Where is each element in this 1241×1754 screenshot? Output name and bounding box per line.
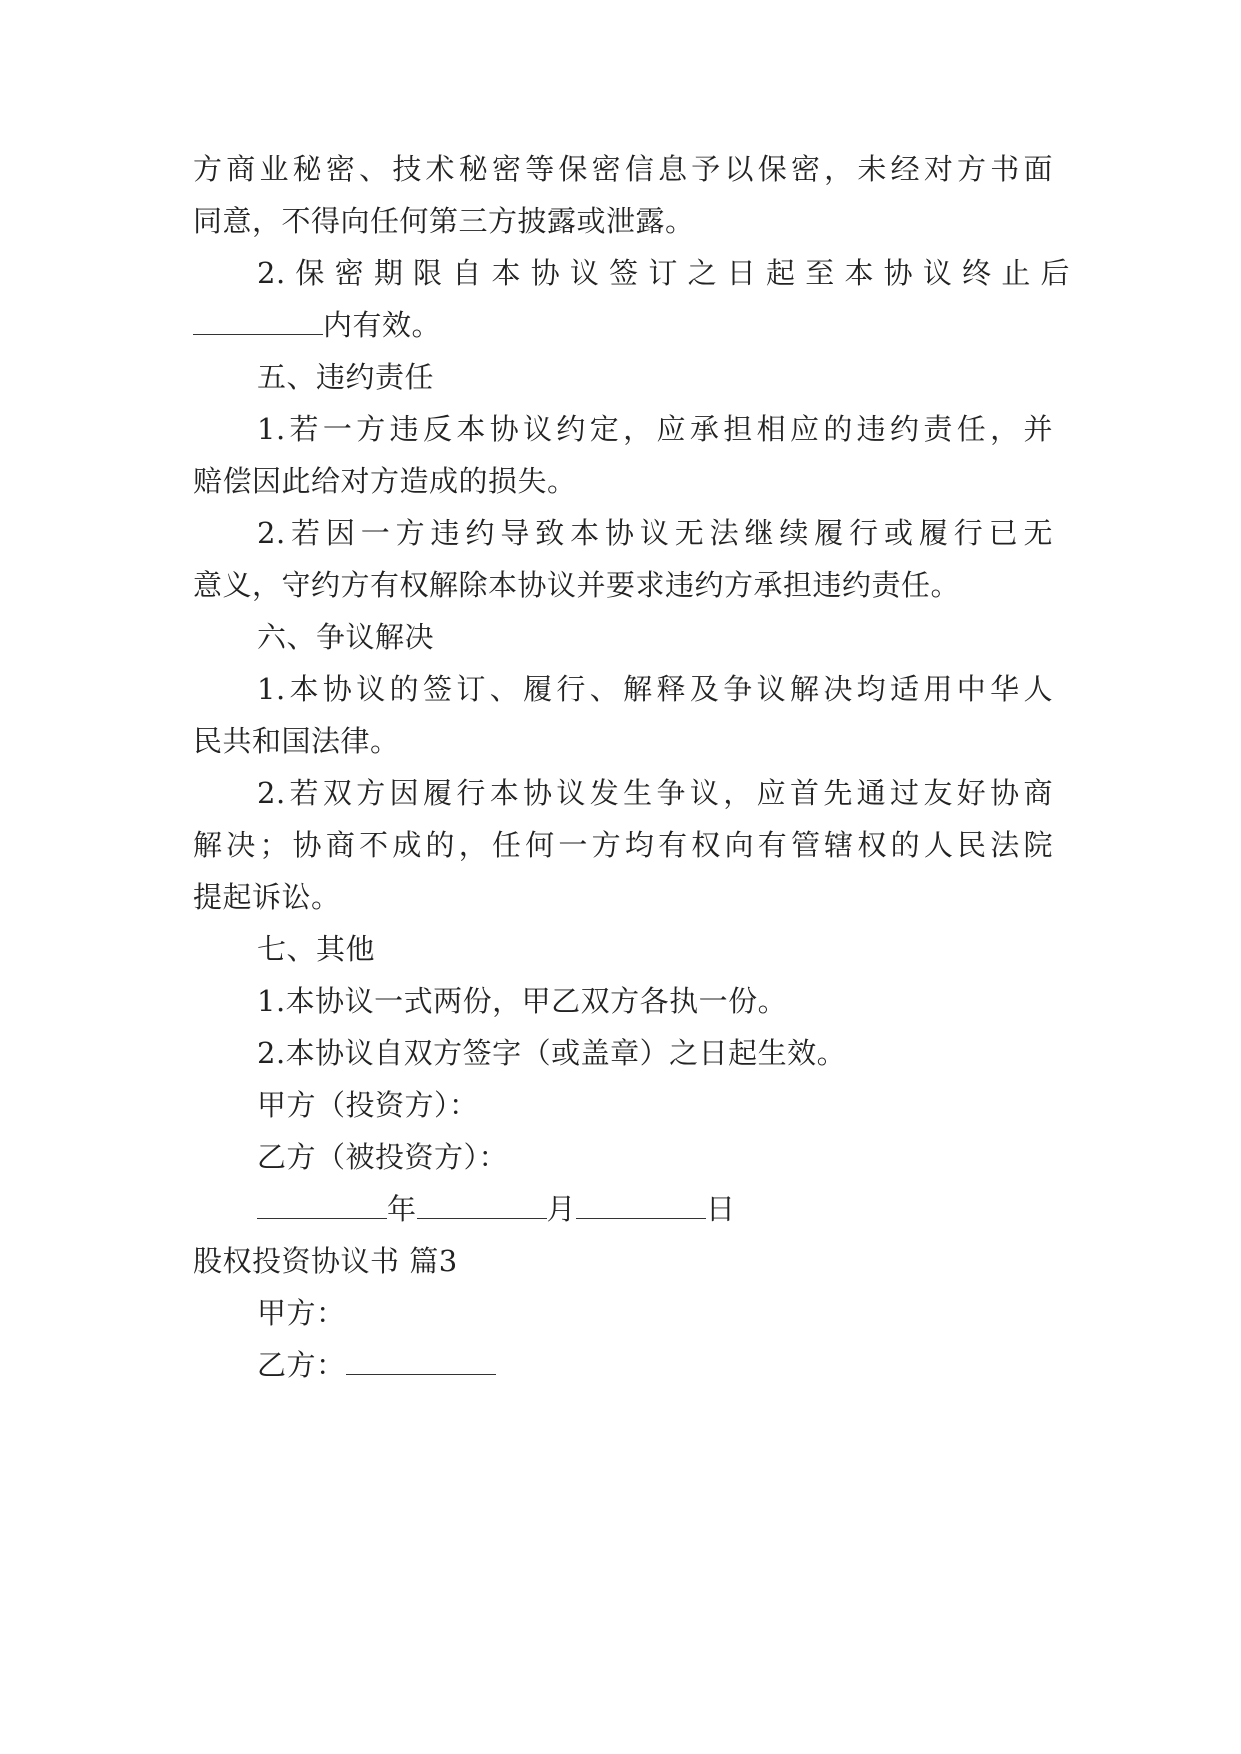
paragraph-text: 内有效。 [323,308,442,342]
section-heading: 六、争议解决 [257,620,435,654]
party-b-field [257,1345,496,1385]
paragraph-line [193,305,441,345]
blank-line [576,1190,706,1219]
date-year-label: 年 [387,1192,417,1226]
paragraph-line: 同意，不得向任何第三方披露或泄露。 [193,204,695,238]
date-day-label: 日 [706,1192,736,1226]
blank-line [346,1346,496,1375]
paragraph-line: 1.本协议一式两份，甲乙双方各执一份。 [257,984,788,1018]
party-b-label: 乙方（被投资方）： [257,1140,509,1174]
paragraph-line: 2.若双方因履行本协议发生争议，应首先通过友好协商 [257,776,1053,810]
paragraph-line: 2. 保 密 期 限 自 本 协 议 签 订 之 日 起 至 本 协 议 终 止 后 [257,256,1071,290]
party-a-field-label: 甲方： [257,1296,346,1330]
blank-line [193,306,323,335]
paragraph-line: 赔偿因此给对方造成的损失。 [193,464,577,498]
party-b-field-label: 乙方： [257,1348,346,1382]
paragraph-line: 意义，守约方有权解除本协议并要求违约方承担违约责任。 [193,568,961,602]
blank-line [257,1190,387,1219]
paragraph-line: 2.本协议自双方签字（或盖章）之日起生效。 [257,1036,847,1070]
paragraph-line: 1.本协议的签订、履行、解释及争议解决均适用中华人 [257,672,1053,706]
blank-line [417,1190,547,1219]
paragraph-line: 提起诉讼。 [193,880,341,914]
paragraph-line: 民共和国法律。 [193,724,400,758]
date-line [257,1189,736,1229]
date-month-label: 月 [546,1192,577,1226]
party-a-label: 甲方（投资方）： [257,1088,479,1122]
section-heading: 五、违约责任 [257,360,435,394]
section-heading: 七、其他 [257,932,376,966]
paragraph-line: 解决；协商不成的，任何一方均有权向有管辖权的人民法院 [193,828,1053,862]
paragraph-line: 方商业秘密、技术秘密等保密信息予以保密，未经对方书面 [193,152,1053,186]
paragraph-line: 2.若因一方违约导致本协议无法继续履行或履行已无 [257,516,1053,550]
section-title: 股权投资协议书 篇3 [193,1244,458,1278]
paragraph-line: 1.若一方违反本协议约定，应承担相应的违约责任，并 [257,412,1053,446]
